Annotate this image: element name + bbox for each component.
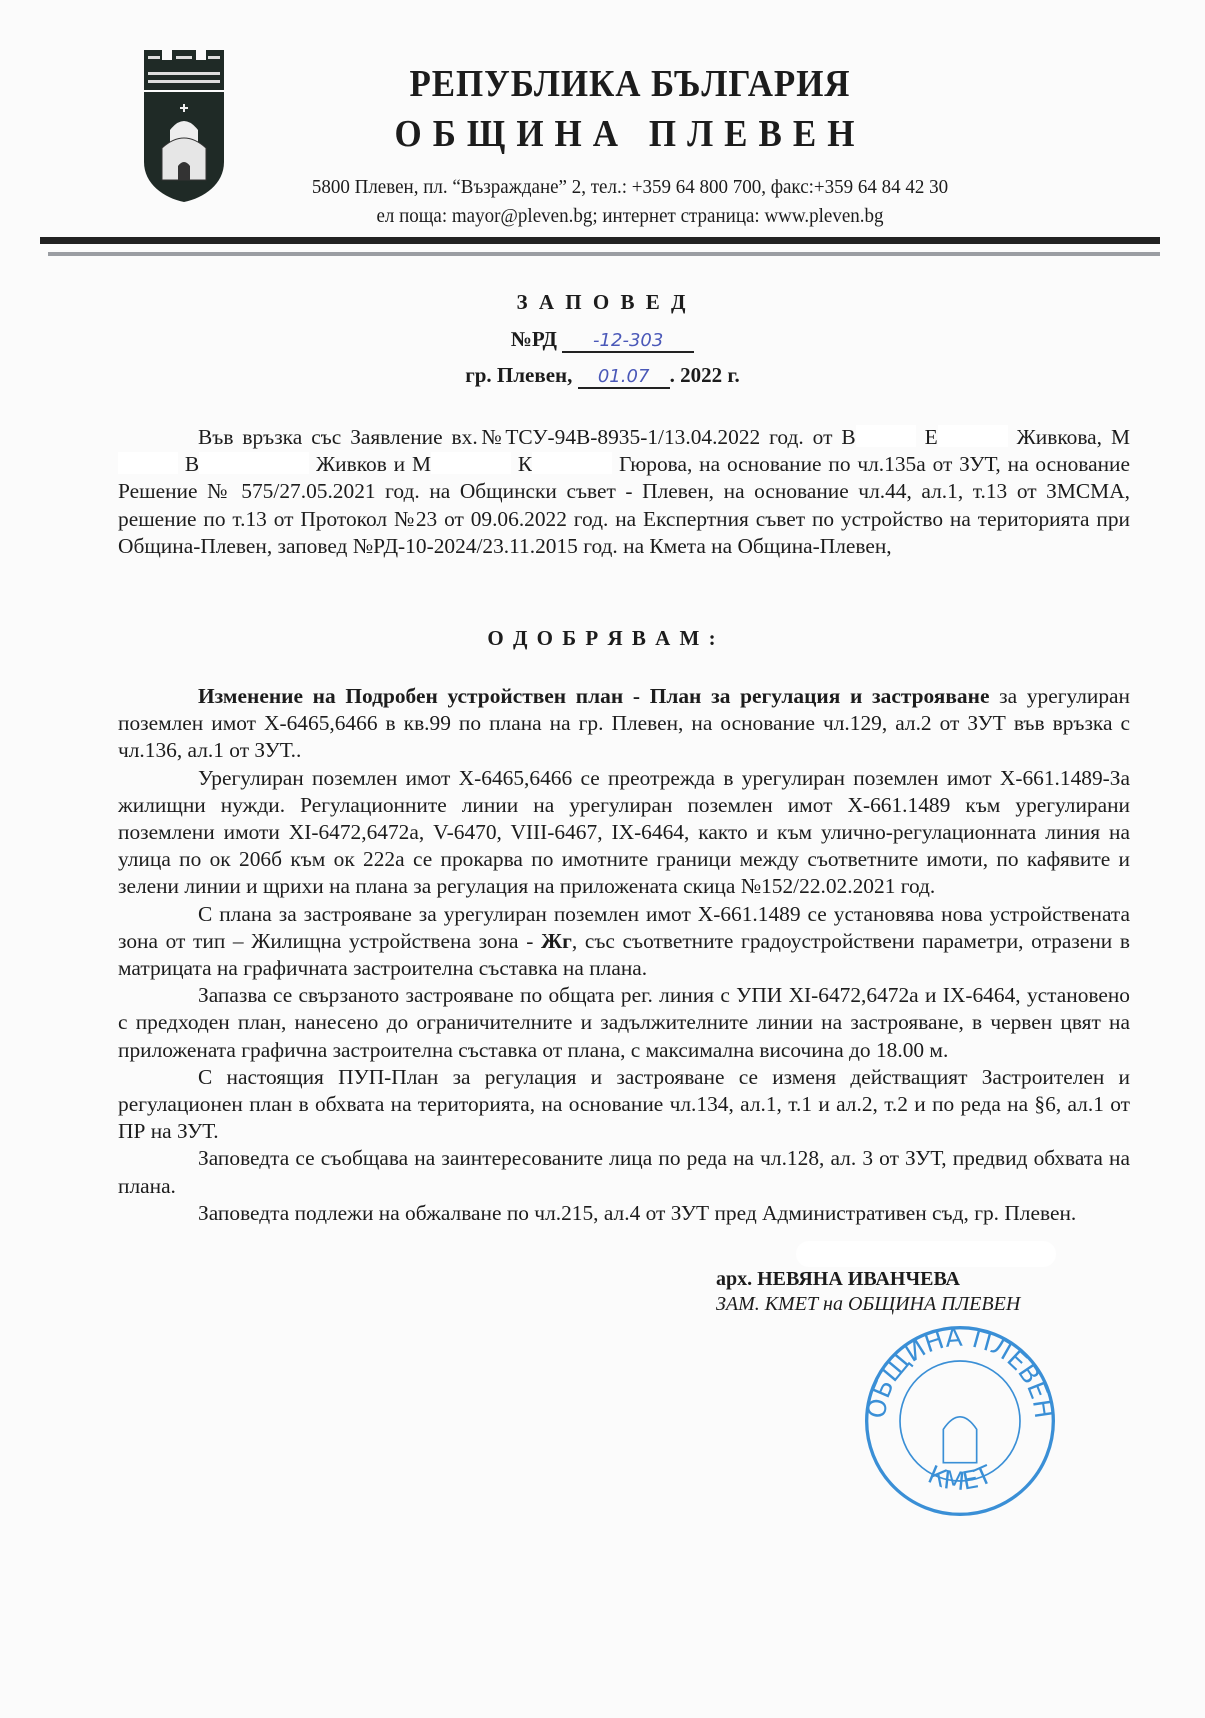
redaction [532, 452, 612, 474]
paragraph-regulation: Урегулиран поземлен имот Х-6465,6466 се преотрежда в урегулиран поземлен имот Х-661.1489-За жилищни нужди. Регулационните линии на урегулиран поземлен имот Х-661.1489 към урегулирани поземлени имоти XI-6472,6472а, V-6470, VIII-6467, IX-6464, както и към улично-регулационната линия на улица по ок 206б към ок 222а се прокарва по имотните граници между съответните имоти, по кафявите и зелени линии и щрихи на плана за регулация на приложената скица №152/22.02.2021 год. [118, 765, 1130, 899]
order-body [118, 683, 1130, 1521]
order-title: З А П О В Е Д [516, 290, 689, 314]
intro-text: К [517, 452, 533, 477]
paragraph-plan-change: С настоящия ПУП-План за регулация и застрояване се изменя действащият Застроителен и регулационен план в обхвата на територията, на основание чл.134, ал.1, т.1 и ал.2, т.2 и по реда на §6, ал.1 от ПР на ЗУТ. [118, 1064, 1130, 1144]
coat-of-arms-logo [140, 48, 228, 204]
redaction [938, 425, 1008, 447]
header-address: 5800 Плевен, пл. “Възраждане” 2, тел.: +359 64 800 700, факс:+359 64 84 42 30 [311, 176, 949, 198]
zone-code: Жг [540, 928, 572, 953]
intro-text: В [184, 452, 200, 477]
signatory-name: арх. НЕВЯНА ИВАНЧЕВА [716, 1268, 960, 1291]
header-contacts: ел поща: mayor@pleven.bg; интернет страница: www.pleven.bg [376, 205, 884, 227]
redaction [118, 452, 178, 474]
amendment-text: за урегулиран поземлен имот Х-6465,6466 в кв.99 по плана на гр. Плевен, на основание чл.129, ал.2 от ЗУТ във връзка с чл.136, ал.1 от ЗУТ.. [118, 684, 1130, 763]
signature-redaction [796, 1241, 1056, 1267]
header-divider [40, 237, 1160, 244]
paragraph-zone [118, 901, 1130, 983]
signatory-position: ЗАМ. КМЕТ на ОБЩИНА ПЛЕВЕН [716, 1293, 1021, 1316]
municipal-stamp [860, 1321, 1060, 1521]
header-title-republic: РЕПУБЛИКА БЪЛГАРИЯ [409, 63, 851, 105]
intro-text: Живков и М [316, 452, 431, 477]
intro-text: Е [924, 425, 938, 449]
order-number-prefix: №РД [510, 327, 557, 351]
paragraph-appeal: Заповедта подлежи на обжалване по чл.215, ал.4 от ЗУТ пред Административен съд, гр. Плевен. [198, 1200, 1077, 1225]
paragraph-building: Запазва се свързаното застрояване по общата рег. линия с УПИ XI-6472,6472а и IX-6464, установено с предходен план, нанесено до ограничителните и задължителните линии на застрояване, в червен цвят на приложената графична застроителна съставка от плана, с максимална височина до 18.00 м. [118, 983, 1130, 1062]
header-divider-thin [48, 252, 1160, 256]
order-year: . 2022 г. [669, 363, 740, 387]
order-date-handwritten: 01.07 [578, 366, 670, 389]
intro-paragraph [118, 424, 1130, 560]
stamp-bottom-text: КМЕТ [923, 1459, 997, 1497]
signature-block [716, 1241, 1130, 1317]
stamp-top-text: ОБЩИНА ПЛЕВЕН [861, 1322, 1059, 1421]
paragraph-amendment [118, 683, 1130, 765]
redaction [856, 425, 916, 447]
approve-heading: О Д О Б Р Я В А М : [487, 626, 718, 650]
order-number-handwritten: -12-303 [562, 330, 694, 353]
order-place: гр. Плевен, [465, 363, 573, 387]
intro-text: Във връзка със Заявление вх.№ТСУ-94В-8935-1/13.04.2022 год. от В [198, 425, 856, 449]
zone-text: С плана за застрояване за урегулиран поземлен имот Х-661.1489 се установява нова устройствената зона от тип – Жилищна устройствена зона - [118, 901, 1130, 953]
intro-text: Гюрова, на основание по чл.135а от ЗУТ, на основание Решение № 575/27.05.2021 год. на Общински съвет - Плевен, на основание чл.44, ал.1, т.13 от ЗМСМА, решение по т.13 от Протокол №23 от 09.06.2022 год. на Експертния съвет по устройство на територията при Община-Плевен, заповед №РД-10-2024/23.11.2015 год. на Кмета на Община-Плевен, [118, 452, 1130, 558]
paragraph-notification: Заповедта се съобщава на заинтересованите лица по реда на чл.128, ал. 3 от ЗУТ, предвид обхвата на плана. [118, 1146, 1130, 1198]
intro-text: Живкова, М [1016, 425, 1130, 449]
order-number [0, 327, 1205, 353]
redaction [431, 452, 511, 474]
amendment-title: Изменение на Подробен устройствен план - План за регулация и застрояване [198, 684, 990, 708]
order-place-date [0, 363, 1205, 389]
redaction [199, 452, 309, 474]
header-title-municipality: ОБЩИНА ПЛЕВЕН [394, 113, 866, 155]
zone-text: , със съответните градоустройствени параметри, отразени в матрицата на графичната застроителна съставка на плана. [118, 928, 1130, 981]
